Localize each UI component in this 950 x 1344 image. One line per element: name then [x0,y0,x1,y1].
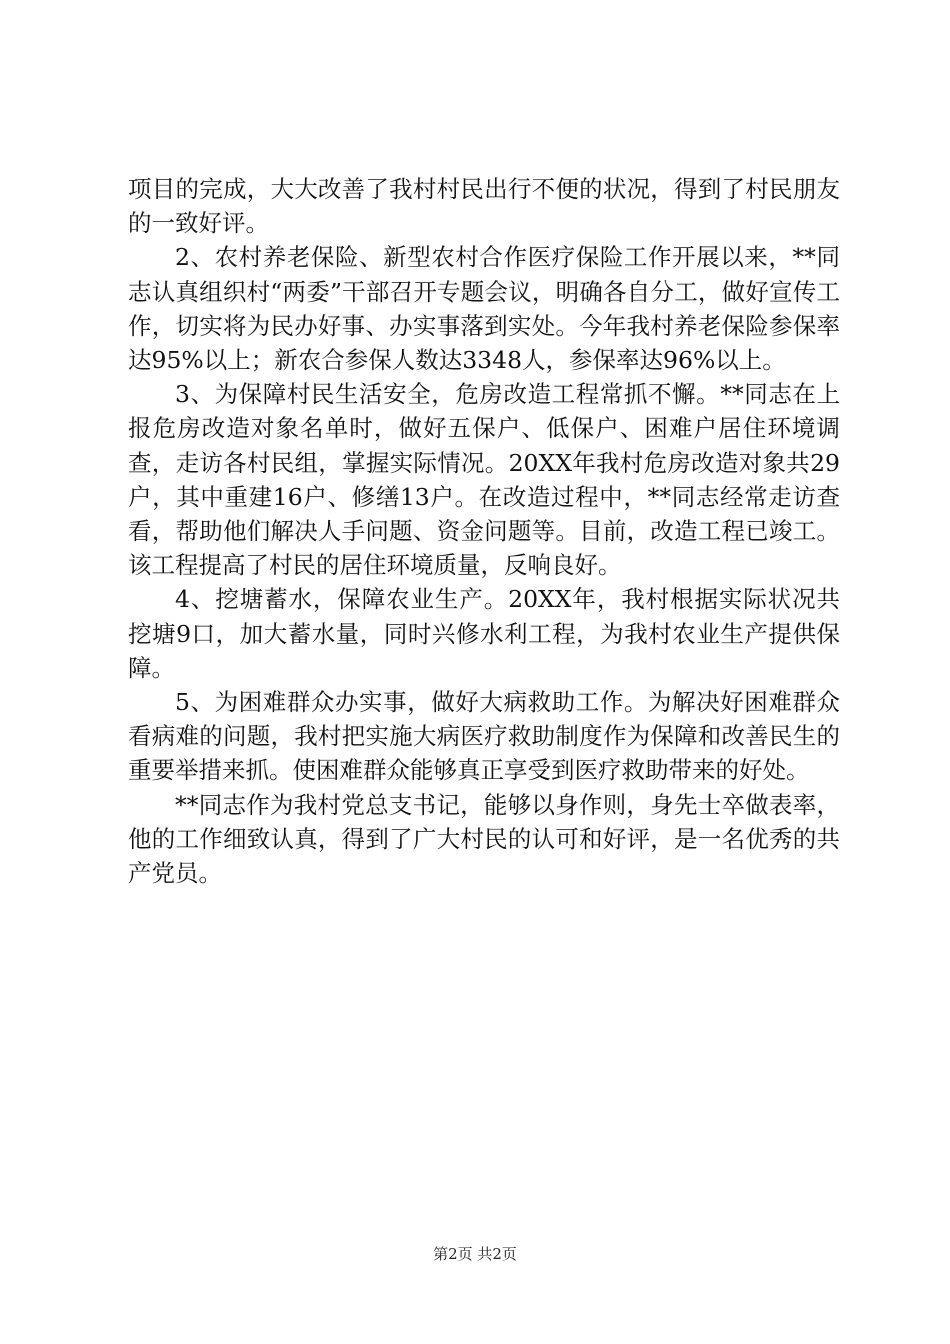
paragraph-conclusion: **同志作为我村党总支书记，能够以身作则，身先士卒做表率，他的工作细致认真，得到了广大村民的认可和好评，是一名优秀的共产党员。 [128,790,840,888]
paragraph-item-5: 5、为困难群众办实事，做好大病救助工作。为解决好困难群众看病难的问题，我村把实施大病医疗救助制度作为保障和改善民生的重要举措来抓。使困难群众能够真正享受到医疗救助带来的好处。 [128,688,840,785]
page-number: 第2页 共2页 [433,1245,517,1263]
page-footer [0,1244,950,1264]
paragraph-item-4: 4、挖塘蓄水，保障农业生产。20XX年，我村根据实际状况共挖塘9口，加大蓄水量，同时兴修水利工程，为我村农业生产提供保障。 [128,585,840,682]
paragraph-item-3: 3、为保障村民生活安全，危房改造工程常抓不懈。**同志在上报危房改造对象名单时，做好五保户、低保户、困难户居住环境调查，走访各村民组，掌握实际情况。20XX年我村危房改造对象共29户，其中重建16户、修缮13户。在改造过程中，**同志经常走访查看，帮助他们解决人手问题、资金问题等。目前，改造工程已竣工。该工程提高了村民的居住环境质量，反响良好。 [128,380,840,580]
document-body [128,172,840,890]
paragraph-continuation: 项目的完成，大大改善了我村村民出行不便的状况，得到了村民朋友的一致好评。 [128,175,840,238]
paragraph-item-2: 2、农村养老保险、新型农村合作医疗保险工作开展以来，**同志认真组织村“两委”干部召开专题会议，明确各自分工，做好宣传工作，切实将为民办好事、办实事落到实处。今年我村养老保险参保率达95%以上；新农合参保人数达3348人，参保率达96%以上。 [128,243,840,375]
